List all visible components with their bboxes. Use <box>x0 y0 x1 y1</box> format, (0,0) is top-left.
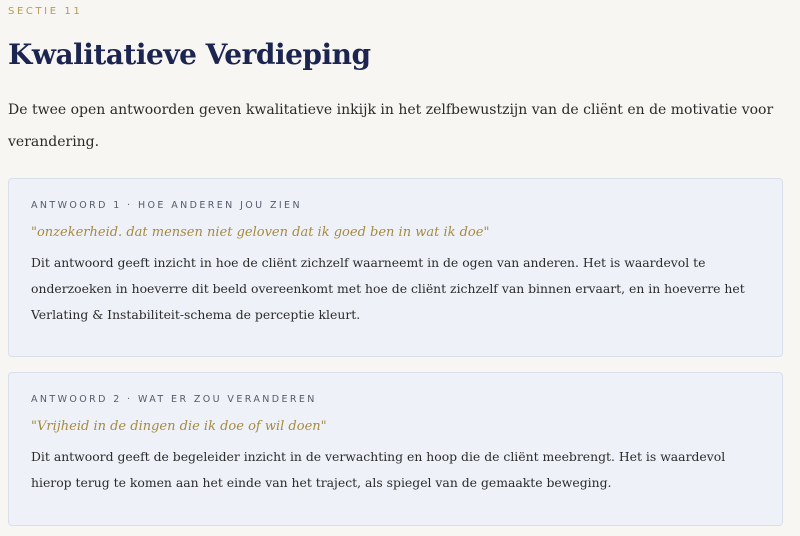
answer-card-label: ANTWOORD 1 · HOE ANDEREN JOU ZIEN <box>31 200 302 211</box>
answer-explanation: Dit antwoord geeft inzicht in hoe de cliënt zichzelf waarneemt in de ogen van anderen. Het is waardevol te onderzoeken in hoeverre dit beeld overeenkomt met hoe de cliënt zichzelf van binnen ervaart, en in hoeverre het Verlating & Instabiliteit-schema de perceptie kleurt. <box>31 255 745 322</box>
answer-card-label: ANTWOORD 2 · WAT ER ZOU VERANDEREN <box>31 394 317 405</box>
answer-quote: "onzekerheid. dat mensen niet geloven dat ik goed ben in wat ik doe" <box>31 225 490 240</box>
intro-paragraph: De twee open antwoorden geven kwalitatieve inkijk in het zelfbewustzijn van de cliënt en de motivatie voor verandering. <box>8 102 774 150</box>
answer-card-1 <box>8 178 783 357</box>
answer-explanation: Dit antwoord geeft de begeleider inzicht in de verwachting en hoop die de cliënt meebrengt. Het is waardevol hierop terug te komen aan het einde van het traject, als spiegel van de gemaakte beweging. <box>31 449 726 490</box>
section-label: SECTIE 11 <box>8 6 83 17</box>
page-title: Kwalitatieve Verdieping <box>8 38 371 71</box>
answer-quote: "Vrijheid in de dingen die ik doe of wil doen" <box>31 419 327 434</box>
answer-card-2 <box>8 372 783 526</box>
